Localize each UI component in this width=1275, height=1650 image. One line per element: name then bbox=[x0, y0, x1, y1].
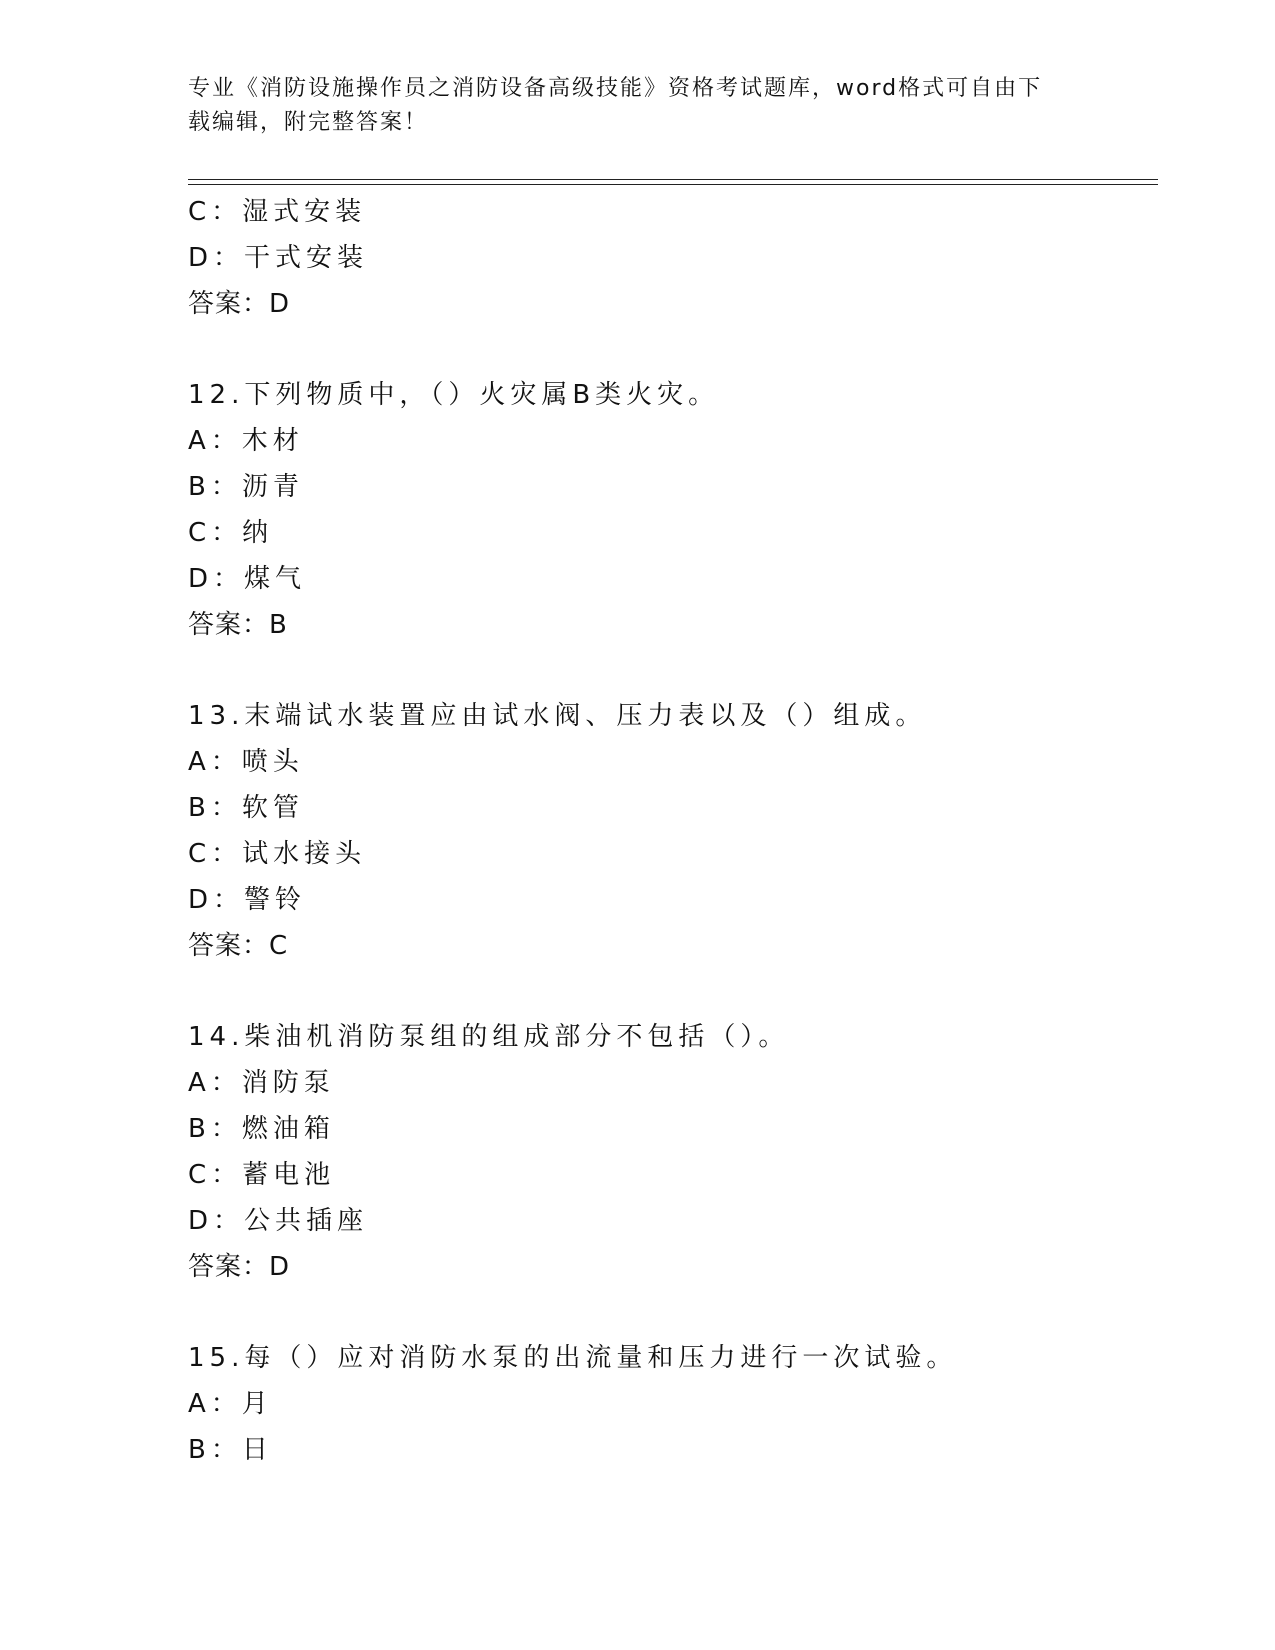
option-b: B：燃油箱 bbox=[188, 1114, 335, 1144]
question-stem: 13.末端试水装置应由试水阀、压力表以及（）组成。 bbox=[188, 701, 927, 731]
option-a: A：月 bbox=[188, 1389, 273, 1419]
option-c: C：试水接头 bbox=[188, 839, 367, 869]
answer-line: 答案：D bbox=[188, 289, 291, 319]
option-d: D：警铃 bbox=[188, 885, 307, 915]
question-stem: 12.下列物质中，（）火灾属B类火灾。 bbox=[188, 380, 720, 410]
header-line-2: 载编辑，附完整答案！ bbox=[188, 110, 429, 135]
question-list bbox=[188, 189, 1148, 1473]
option-d: D：干式安装 bbox=[188, 243, 369, 273]
option-a: A：木材 bbox=[188, 426, 304, 456]
question-block bbox=[188, 189, 1148, 327]
question-block bbox=[188, 372, 1148, 648]
question-stem: 14.柴油机消防泵组的组成部分不包括（）。 bbox=[188, 1022, 790, 1052]
answer-line: 答案：B bbox=[188, 610, 288, 640]
option-b: B：软管 bbox=[188, 793, 304, 823]
answer-line: 答案：C bbox=[188, 931, 289, 961]
question-block bbox=[188, 693, 1148, 969]
question-block bbox=[188, 1014, 1148, 1290]
option-d: D：公共插座 bbox=[188, 1206, 369, 1236]
option-c: C：纳 bbox=[188, 518, 274, 548]
option-c: C：湿式安装 bbox=[188, 197, 367, 227]
answer-line: 答案：D bbox=[188, 1252, 291, 1282]
option-d: D：煤气 bbox=[188, 564, 307, 594]
question-block bbox=[188, 1335, 1148, 1473]
header-divider-bottom bbox=[188, 184, 1158, 185]
option-b: B：日 bbox=[188, 1435, 273, 1465]
option-b: B：沥青 bbox=[188, 472, 304, 502]
header-divider-top bbox=[188, 179, 1158, 180]
header-line-1: 专业《消防设施操作员之消防设备高级技能》资格考试题库，word格式可自由下 bbox=[188, 76, 1043, 101]
question-stem: 15.每（）应对消防水泵的出流量和压力进行一次试验。 bbox=[188, 1343, 958, 1373]
option-a: A：消防泵 bbox=[188, 1068, 335, 1098]
document-header bbox=[188, 72, 1088, 140]
option-a: A：喷头 bbox=[188, 747, 304, 777]
option-c: C：蓄电池 bbox=[188, 1160, 336, 1190]
